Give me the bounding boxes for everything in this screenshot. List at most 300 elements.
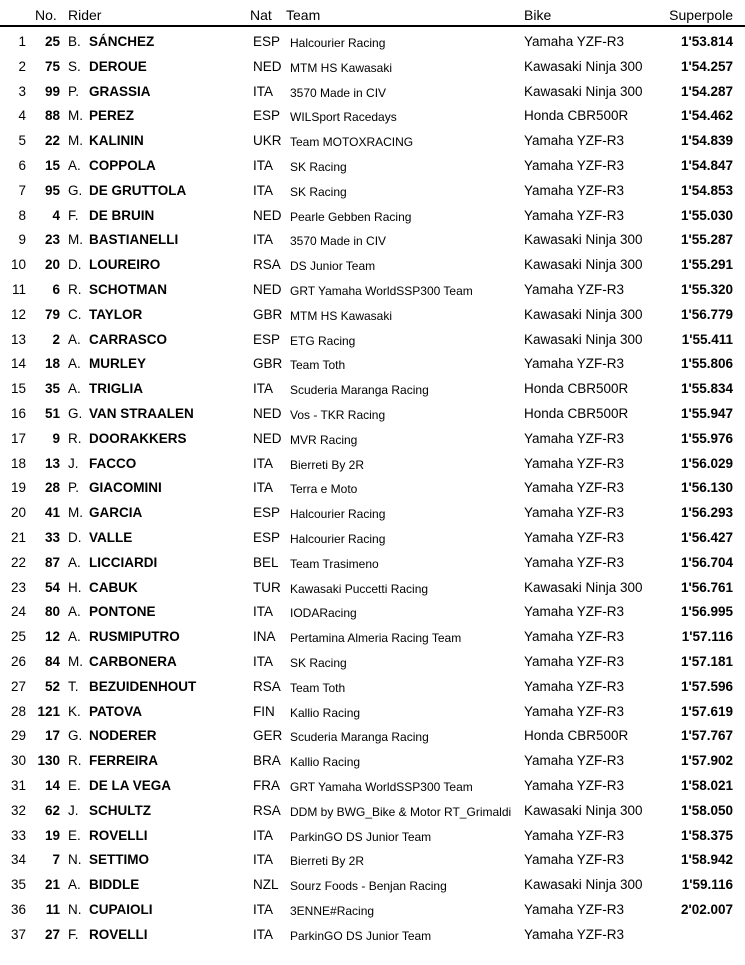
team-name: Terra e Moto xyxy=(290,482,358,497)
rider-initial: A. xyxy=(68,381,81,397)
position: 26 xyxy=(10,653,26,669)
rider-number: 12 xyxy=(44,629,60,645)
position: 37 xyxy=(10,926,26,942)
position: 35 xyxy=(10,877,26,893)
bike-model: Yamaha YZF-R3 xyxy=(524,207,625,223)
rider-number: 54 xyxy=(44,579,60,595)
nationality: ITA xyxy=(253,480,273,496)
team-name: GRT Yamaha WorldSSP300 Team xyxy=(290,779,473,794)
rider-number: 87 xyxy=(44,554,60,570)
table-row xyxy=(0,79,745,104)
rider-surname: SETTIMO xyxy=(89,852,149,868)
rider-initial: D. xyxy=(68,257,82,273)
table-row xyxy=(0,872,745,897)
rider-surname: DE GRUTTOLA xyxy=(89,182,187,198)
table-row xyxy=(0,178,745,203)
table-row xyxy=(0,153,745,178)
position: 8 xyxy=(18,207,26,223)
table-row xyxy=(0,500,745,525)
nationality: GBR xyxy=(253,356,283,372)
rider-surname: DOORAKKERS xyxy=(89,430,187,446)
nationality: ITA xyxy=(253,157,273,173)
header-bike: Bike xyxy=(524,7,552,23)
superpole-time: 1'55.834 xyxy=(680,381,733,397)
nationality: NED xyxy=(253,281,282,297)
nationality: ESP xyxy=(253,34,281,49)
nationality: ITA xyxy=(253,926,273,942)
rider-surname: FERREIRA xyxy=(89,753,159,769)
table-header xyxy=(0,0,745,27)
rider-number: 41 xyxy=(44,505,60,521)
rider-surname: DE BRUIN xyxy=(89,207,155,223)
team-name: GRT Yamaha WorldSSP300 Team xyxy=(290,283,473,298)
rider-surname: SCHULTZ xyxy=(89,802,151,818)
position: 21 xyxy=(10,529,26,545)
rider-initial: E. xyxy=(68,777,81,793)
rider-initial: D. xyxy=(68,529,82,545)
position: 14 xyxy=(10,356,26,372)
table-row xyxy=(0,252,745,277)
position: 24 xyxy=(10,604,26,620)
rider-number: 11 xyxy=(45,901,60,917)
superpole-time: 1'56.779 xyxy=(680,306,733,322)
rider-number: 80 xyxy=(44,604,60,620)
rider-surname: GARCIA xyxy=(89,505,143,521)
nationality: ITA xyxy=(253,827,273,843)
team-name: Team MOTOXRACING xyxy=(290,135,414,150)
table-row xyxy=(0,401,745,426)
team-name: Halcourier Racing xyxy=(290,531,386,546)
team-name: Team Trasimeno xyxy=(290,556,379,571)
rider-initial: G. xyxy=(68,405,83,421)
team-name: 3570 Made in CIV xyxy=(290,234,387,249)
team-name: Halcourier Racing xyxy=(290,507,386,522)
position: 20 xyxy=(10,505,26,521)
bike-model: Yamaha YZF-R3 xyxy=(524,529,625,545)
bike-model: Yamaha YZF-R3 xyxy=(524,901,625,917)
rider-surname: CARRASCO xyxy=(89,331,168,347)
superpole-time: 1'55.411 xyxy=(681,331,733,347)
bike-model: Kawasaki Ninja 300 xyxy=(524,257,643,273)
bike-model: Honda CBR500R xyxy=(524,728,629,744)
table-row xyxy=(0,426,745,451)
bike-model: Kawasaki Ninja 300 xyxy=(524,58,643,74)
team-name: Pertamina Almeria Racing Team xyxy=(290,631,462,646)
rider-surname: LICCIARDI xyxy=(89,554,158,570)
nationality: RSA xyxy=(253,678,281,694)
table-row xyxy=(0,54,745,79)
bike-model: Yamaha YZF-R3 xyxy=(524,653,625,669)
nationality: ITA xyxy=(253,455,273,471)
rider-initial: G. xyxy=(68,182,83,198)
superpole-time: 1'56.995 xyxy=(680,604,733,620)
table-row xyxy=(0,575,745,600)
position: 32 xyxy=(10,802,26,818)
nationality: FIN xyxy=(253,703,275,719)
table-row xyxy=(0,748,745,773)
nationality: ITA xyxy=(253,182,273,198)
bike-model: Honda CBR500R xyxy=(524,381,629,397)
superpole-time: 1'54.839 xyxy=(680,133,733,149)
team-name: Pearle Gebben Racing xyxy=(290,209,412,224)
rider-initial: R. xyxy=(68,753,82,769)
team-name: MTM HS Kawasaki xyxy=(290,60,393,75)
superpole-time: 1'56.029 xyxy=(680,455,733,471)
position: 12 xyxy=(10,306,26,322)
team-name: IODARacing xyxy=(290,606,357,621)
position: 16 xyxy=(10,405,26,421)
superpole-time: 1'54.847 xyxy=(680,157,733,173)
rider-number: 18 xyxy=(44,356,60,372)
rider-surname: PONTONE xyxy=(89,604,156,620)
rider-initial: N. xyxy=(68,901,82,917)
nationality: BEL xyxy=(253,554,279,570)
rider-number: 9 xyxy=(52,430,60,446)
position: 29 xyxy=(10,728,26,744)
superpole-time: 1'54.287 xyxy=(680,83,733,99)
rider-surname: CUPAIOLI xyxy=(89,901,153,917)
table-row xyxy=(0,302,745,327)
team-name: Team Toth xyxy=(290,680,346,695)
rider-number: 99 xyxy=(44,83,60,99)
nationality: GER xyxy=(253,728,283,744)
superpole-time: 1'55.320 xyxy=(680,281,733,297)
rider-initial: S. xyxy=(68,58,81,74)
table-row xyxy=(0,128,745,153)
rider-initial: A. xyxy=(68,331,81,347)
rider-surname: NODERER xyxy=(89,728,157,744)
rider-surname: PEREZ xyxy=(89,108,135,124)
team-name: Scuderia Maranga Racing xyxy=(290,730,429,745)
superpole-time: 1'55.030 xyxy=(680,207,733,223)
rider-initial: M. xyxy=(68,133,83,149)
rider-number: 79 xyxy=(44,306,60,322)
superpole-time: 1'57.116 xyxy=(681,629,733,645)
position: 27 xyxy=(10,678,26,694)
rider-surname: TRIGLIA xyxy=(89,381,143,397)
bike-model: Yamaha YZF-R3 xyxy=(524,703,625,719)
table-row xyxy=(0,624,745,649)
rider-initial: J. xyxy=(68,455,79,471)
rider-surname: DE LA VEGA xyxy=(89,777,172,793)
rider-initial: E. xyxy=(68,827,81,843)
bike-model: Yamaha YZF-R3 xyxy=(524,777,625,793)
position: 25 xyxy=(10,629,26,645)
superpole-time: 1'57.619 xyxy=(680,703,733,719)
nationality: ITA xyxy=(253,653,273,669)
rider-initial: F. xyxy=(68,926,79,942)
bike-model: Yamaha YZF-R3 xyxy=(524,753,625,769)
table-row xyxy=(0,773,745,798)
superpole-time: 1'55.806 xyxy=(680,356,733,372)
nationality: NZL xyxy=(253,877,279,893)
rider-number: 84 xyxy=(44,653,60,669)
position: 4 xyxy=(18,108,26,124)
rider-surname: DEROUE xyxy=(89,58,147,74)
nationality: ESP xyxy=(253,529,281,545)
table-row xyxy=(0,203,745,228)
bike-model: Yamaha YZF-R3 xyxy=(524,182,625,198)
team-name: WILSport Racedays xyxy=(290,110,397,125)
rider-number: 28 xyxy=(44,480,60,496)
rider-number: 4 xyxy=(52,207,60,223)
position: 9 xyxy=(18,232,26,248)
rider-initial: F. xyxy=(68,207,79,223)
rider-initial: P. xyxy=(68,83,80,99)
superpole-time: 1'54.257 xyxy=(680,58,733,74)
team-name: 3ENNE#Racing xyxy=(290,903,375,918)
rider-initial: M. xyxy=(68,505,83,521)
rider-number: 62 xyxy=(44,802,60,818)
position: 33 xyxy=(10,827,26,843)
rider-initial: M. xyxy=(68,232,83,248)
superpole-time: 1'55.291 xyxy=(680,257,733,273)
table-row xyxy=(0,798,745,823)
rider-number: 23 xyxy=(44,232,60,248)
rider-number: 22 xyxy=(44,133,60,149)
superpole-time: 1'56.293 xyxy=(680,505,733,521)
team-name: SK Racing xyxy=(290,184,347,199)
results-table xyxy=(0,29,745,946)
bike-model: Honda CBR500R xyxy=(524,405,629,421)
bike-model: Yamaha YZF-R3 xyxy=(524,678,625,694)
rider-surname: ROVELLI xyxy=(89,926,148,942)
superpole-time: 1'56.761 xyxy=(680,579,733,595)
rider-number: 6 xyxy=(52,281,60,297)
rider-initial: K. xyxy=(68,703,81,719)
superpole-time: 1'57.902 xyxy=(680,753,733,769)
rider-surname: ROVELLI xyxy=(89,827,148,843)
rider-initial: M. xyxy=(68,108,83,124)
rider-number: 14 xyxy=(44,777,60,793)
table-row xyxy=(0,103,745,128)
rider-initial: A. xyxy=(68,356,81,372)
rider-surname: RUSMIPUTRO xyxy=(89,629,180,645)
nationality: UKR xyxy=(253,133,282,149)
table-row xyxy=(0,351,745,376)
table-row xyxy=(0,525,745,550)
superpole-time: 1'56.704 xyxy=(680,554,733,570)
rider-number: 21 xyxy=(44,877,60,893)
bike-model: Yamaha YZF-R3 xyxy=(524,356,625,372)
rider-surname: CARBONERA xyxy=(89,653,177,669)
team-name: 3570 Made in CIV xyxy=(290,85,387,100)
team-name: Halcourier Racing xyxy=(290,36,386,50)
bike-model: Yamaha YZF-R3 xyxy=(524,480,625,496)
bike-model: Kawasaki Ninja 300 xyxy=(524,306,643,322)
rider-surname: VALLE xyxy=(89,529,133,545)
superpole-time: 1'56.130 xyxy=(680,480,733,496)
table-row xyxy=(0,922,745,947)
superpole-time: 1'58.375 xyxy=(680,827,733,843)
rider-number: 75 xyxy=(44,58,60,74)
rider-surname: CABUK xyxy=(89,579,138,595)
nationality: NED xyxy=(253,58,282,74)
team-name: Team Toth xyxy=(290,358,346,373)
table-row xyxy=(0,599,745,624)
header-rider: Rider xyxy=(68,7,102,23)
bike-model: Yamaha YZF-R3 xyxy=(524,157,625,173)
bike-model: Kawasaki Ninja 300 xyxy=(524,802,643,818)
bike-model: Yamaha YZF-R3 xyxy=(524,629,625,645)
team-name: Kallio Racing xyxy=(290,755,361,770)
rider-surname: KALININ xyxy=(89,133,144,149)
superpole-time: 1'53.814 xyxy=(680,34,733,49)
team-name: Bierreti By 2R xyxy=(290,457,365,472)
nationality: ITA xyxy=(253,604,273,620)
rider-surname: BASTIANELLI xyxy=(89,232,179,248)
position: 6 xyxy=(18,157,26,173)
header-team: Team xyxy=(286,7,321,23)
rider-initial: A. xyxy=(68,157,81,173)
superpole-time: 1'54.462 xyxy=(680,108,733,124)
team-name: SK Racing xyxy=(290,655,347,670)
team-name: Kawasaki Puccetti Racing xyxy=(290,581,429,596)
team-name: DS Junior Team xyxy=(290,259,376,274)
nationality: ESP xyxy=(253,331,281,347)
position: 23 xyxy=(10,579,26,595)
bike-model: Yamaha YZF-R3 xyxy=(524,505,625,521)
bike-model: Yamaha YZF-R3 xyxy=(524,455,625,471)
rider-initial: A. xyxy=(68,629,81,645)
superpole-time: 1'57.767 xyxy=(680,728,733,744)
rider-initial: T. xyxy=(68,678,79,694)
position: 3 xyxy=(18,83,26,99)
position: 2 xyxy=(18,58,26,74)
bike-model: Yamaha YZF-R3 xyxy=(524,133,625,149)
rider-surname: MURLEY xyxy=(89,356,146,372)
team-name: Sourz Foods - Benjan Racing xyxy=(290,879,447,894)
superpole-time: 1'55.947 xyxy=(680,405,733,421)
position: 31 xyxy=(10,777,26,793)
team-name: ETG Racing xyxy=(290,333,356,348)
superpole-time: 1'54.853 xyxy=(680,182,733,198)
rider-surname: LOUREIRO xyxy=(89,257,161,273)
table-row xyxy=(0,475,745,500)
nationality: NED xyxy=(253,430,282,446)
rider-initial: P. xyxy=(68,480,80,496)
rider-initial: R. xyxy=(68,281,82,297)
bike-model: Yamaha YZF-R3 xyxy=(524,827,625,843)
superpole-time: 1'55.976 xyxy=(680,430,733,446)
nationality: RSA xyxy=(253,802,281,818)
table-row xyxy=(0,847,745,872)
table-row xyxy=(0,897,745,922)
nationality: NED xyxy=(253,405,282,421)
team-name: DDM by BWG_Bike & Motor RT_Grimaldi xyxy=(290,804,512,819)
rider-initial: A. xyxy=(68,554,81,570)
rider-initial: M. xyxy=(68,653,83,669)
rider-surname: BIDDLE xyxy=(89,877,140,893)
rider-initial: B. xyxy=(68,34,81,49)
rider-number: 130 xyxy=(37,753,60,769)
position: 11 xyxy=(11,281,26,297)
bike-model: Yamaha YZF-R3 xyxy=(524,281,625,297)
position: 7 xyxy=(18,182,26,198)
rider-surname: GIACOMINI xyxy=(89,480,162,496)
position: 34 xyxy=(10,852,26,868)
position: 22 xyxy=(10,554,26,570)
position: 30 xyxy=(10,753,26,769)
rider-surname: FACCO xyxy=(89,455,137,471)
position: 36 xyxy=(10,901,26,917)
position: 13 xyxy=(10,331,26,347)
rider-surname: COPPOLA xyxy=(89,157,156,173)
rider-number: 51 xyxy=(44,405,60,421)
rider-surname: PATOVA xyxy=(89,703,143,719)
table-row xyxy=(0,277,745,302)
nationality: NED xyxy=(253,207,282,223)
table-row xyxy=(0,823,745,848)
team-name: MVR Racing xyxy=(290,432,358,447)
superpole-time: 1'58.942 xyxy=(680,852,733,868)
position: 10 xyxy=(10,257,26,273)
rider-surname: SCHOTMAN xyxy=(89,281,167,297)
table-row xyxy=(0,451,745,476)
rider-number: 35 xyxy=(44,381,60,397)
rider-surname: SÁNCHEZ xyxy=(89,34,155,49)
position: 17 xyxy=(10,430,26,446)
team-name: Scuderia Maranga Racing xyxy=(290,383,429,398)
superpole-time: 1'57.596 xyxy=(680,678,733,694)
nationality: GBR xyxy=(253,306,283,322)
table-row xyxy=(0,327,745,352)
team-name: Kallio Racing xyxy=(290,705,361,720)
table-row xyxy=(0,29,745,54)
nationality: ITA xyxy=(253,83,273,99)
rider-number: 33 xyxy=(44,529,60,545)
rider-number: 13 xyxy=(44,455,60,471)
nationality: ITA xyxy=(253,232,273,248)
team-name: Vos - TKR Racing xyxy=(290,407,386,422)
rider-surname: VAN STRAALEN xyxy=(89,405,194,421)
table-row xyxy=(0,699,745,724)
superpole-time: 1'57.181 xyxy=(680,653,733,669)
rider-initial: J. xyxy=(68,802,79,818)
nationality: ITA xyxy=(253,381,273,397)
rider-surname: GRASSIA xyxy=(89,83,151,99)
team-name: MTM HS Kawasaki xyxy=(290,308,393,323)
nationality: FRA xyxy=(253,777,280,793)
bike-model: Kawasaki Ninja 300 xyxy=(524,877,643,893)
nationality: RSA xyxy=(253,257,281,273)
position: 18 xyxy=(10,455,26,471)
bike-model: Kawasaki Ninja 300 xyxy=(524,83,643,99)
superpole-time: 1'56.427 xyxy=(680,529,733,545)
team-name: SK Racing xyxy=(290,159,347,174)
rider-number: 27 xyxy=(44,926,60,942)
table-row xyxy=(0,674,745,699)
position: 5 xyxy=(18,133,26,149)
rider-surname: BEZUIDENHOUT xyxy=(89,678,197,694)
rider-initial: C. xyxy=(68,306,82,322)
team-name: Bierreti By 2R xyxy=(290,854,365,869)
nationality: ESP xyxy=(253,108,281,124)
bike-model: Kawasaki Ninja 300 xyxy=(524,232,643,248)
rider-number: 121 xyxy=(37,703,60,719)
rider-initial: G. xyxy=(68,728,83,744)
rider-number: 2 xyxy=(52,331,60,347)
rider-initial: H. xyxy=(68,579,82,595)
nationality: INA xyxy=(253,629,276,645)
nationality: ITA xyxy=(253,901,273,917)
header-nat: Nat xyxy=(250,7,272,23)
position: 19 xyxy=(10,480,26,496)
rider-initial: N. xyxy=(68,852,82,868)
header-superpole: Superpole xyxy=(669,7,733,23)
table-row xyxy=(0,723,745,748)
superpole-time: 1'55.287 xyxy=(680,232,733,248)
